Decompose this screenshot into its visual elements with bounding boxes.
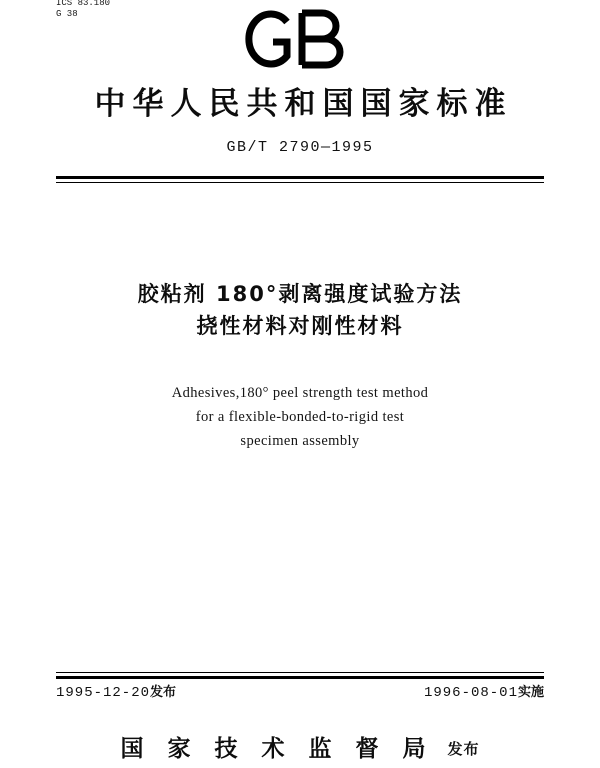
footer-rule-thick (56, 676, 544, 679)
subject-title-en-line3: specimen assembly (240, 433, 360, 449)
subject-title-en (0, 381, 600, 453)
publisher-block (0, 730, 600, 763)
subject-title-en-line1: Adhesives,180° peel strength test method (171, 385, 429, 401)
classification-code: G 38 (56, 9, 78, 19)
classification-codes (56, 0, 110, 20)
ics-code: ICS 83.180 (56, 0, 111, 8)
issue-date-label: 发布 (150, 685, 177, 700)
issue-date (56, 681, 176, 701)
subject-title-cn (0, 278, 600, 342)
effective-date (424, 681, 544, 701)
subject-title-cn-line1: 胶粘剂 180°剥离强度试验方法 (137, 282, 463, 306)
dates-row (56, 681, 544, 701)
subject-title-cn-line2: 挠性材料对刚性材料 (196, 314, 404, 338)
issue-date-value: 1995-12-20 (56, 685, 151, 701)
page-title: 中华人民共和国国家标准 (94, 86, 513, 122)
footer-rule-thin (56, 672, 544, 673)
subject-title-en-line2: for a flexible-bonded-to-rigid test (195, 409, 405, 425)
standard-number: GB/T 2790—1995 (226, 139, 374, 156)
effective-date-label: 实施 (517, 685, 544, 700)
effective-date-value: 1996-08-01 (423, 685, 518, 701)
header-rule-thick (56, 176, 544, 179)
publisher-organization: 国 家 技 术 监 督 局 (120, 736, 434, 762)
gb-emblem-icon (240, 6, 360, 72)
publisher-action: 发布 (447, 740, 480, 758)
header-rule-thin (56, 182, 544, 183)
